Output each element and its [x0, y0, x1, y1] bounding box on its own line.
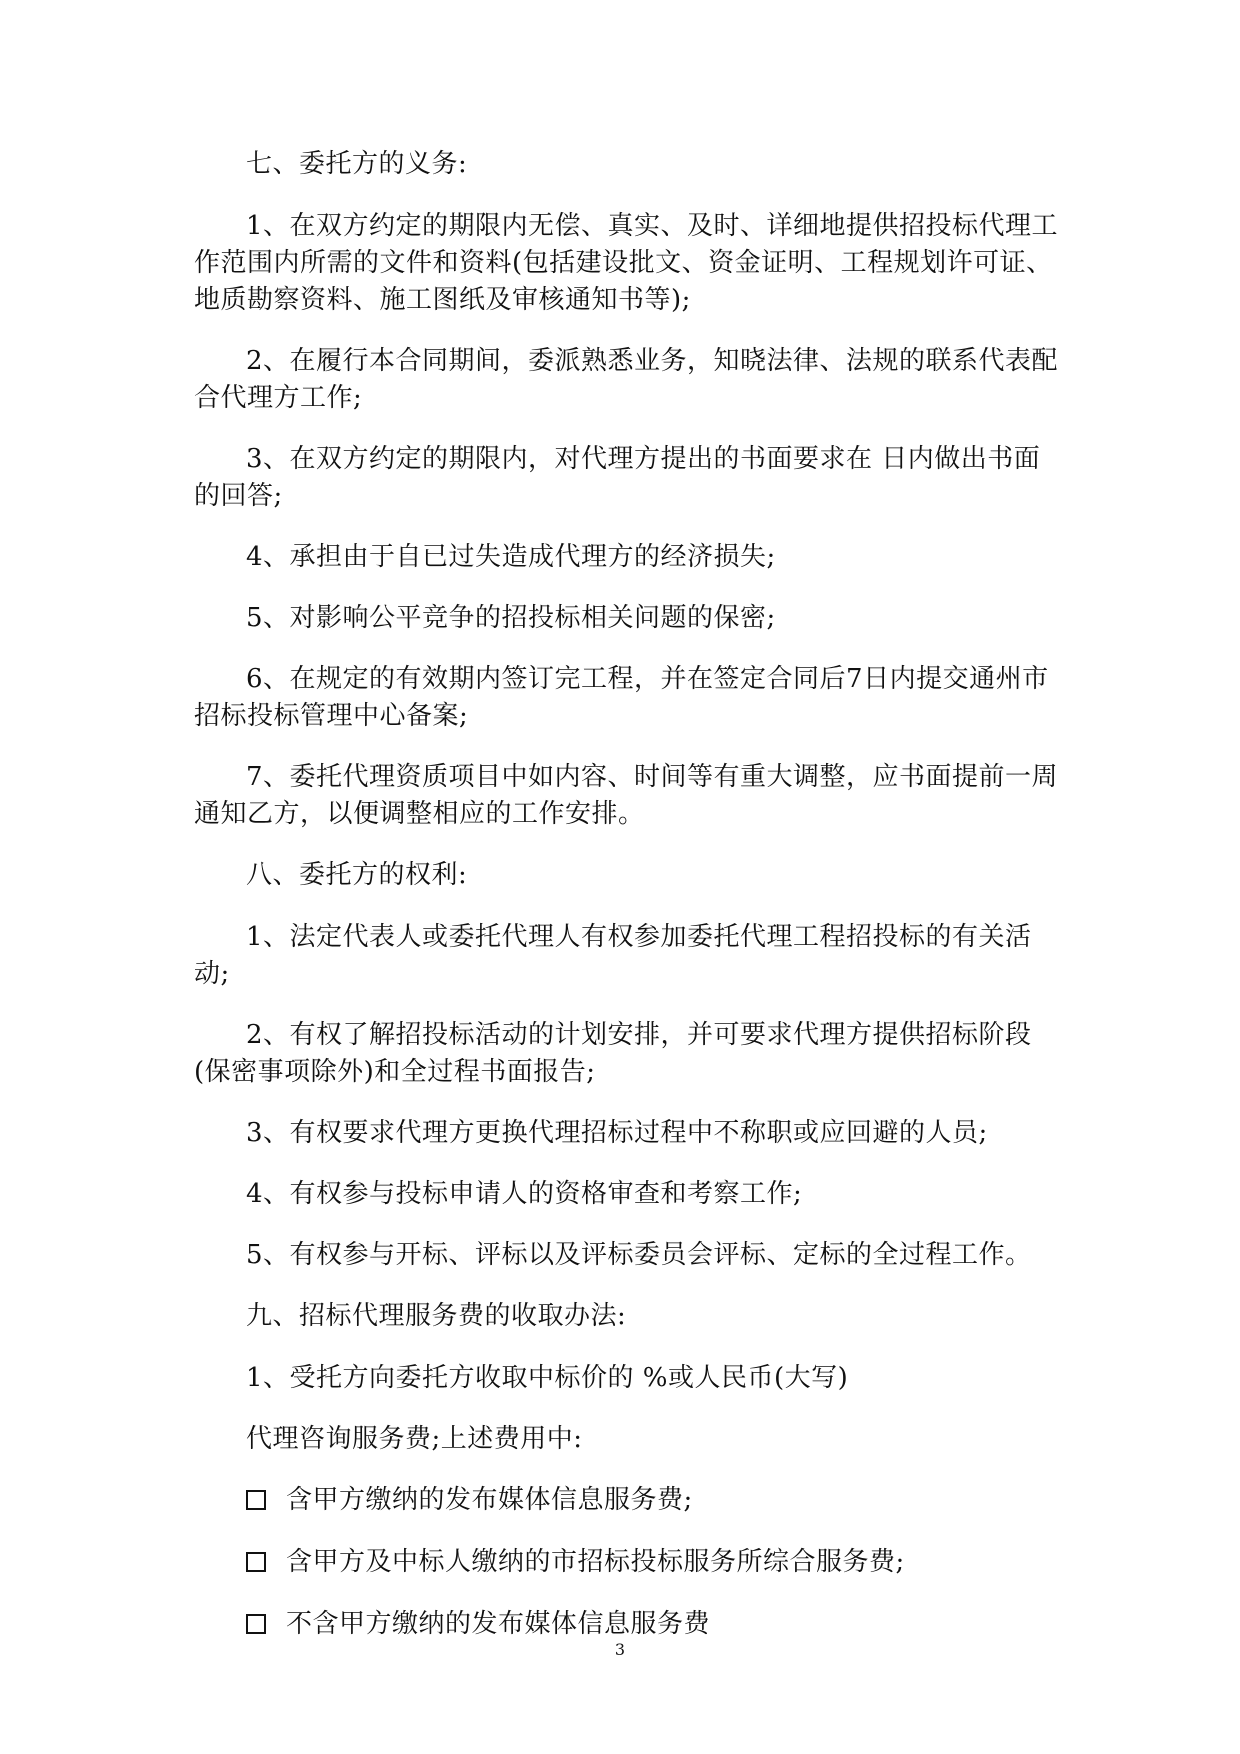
section-7-item-7: 7、委托代理资质项目中如内容、时间等有重大调整，应书面提前一周通知乙方，以便调整相应的工作安排。: [194, 762, 1059, 829]
section-8-item-1: 1、法定代表人或委托代理人有权参加委托代理工程招投标的有关活动;: [194, 922, 1032, 989]
section-8-item-2: 2、有权了解招投标活动的计划安排，并可要求代理方提供招标阶段(保密事项除外)和全过程书面报告;: [194, 1020, 1032, 1087]
checkbox-label: 不含甲方缴纳的发布媒体信息服务费: [286, 1609, 711, 1639]
section-7-item-3: 3、在双方约定的期限内，对代理方提出的书面要求在 日内做出书面的回答;: [194, 444, 1041, 511]
section-7-item-6: 6、在规定的有效期内签订完工程，并在签定合同后7日内提交通州市招标投标管理中心备案;: [194, 664, 1049, 731]
section-9-fee-note: 代理咨询服务费;上述费用中:: [246, 1424, 583, 1454]
section-7-item-1: 1、在双方约定的期限内无偿、真实、及时、详细地提供招投标代理工作范围内所需的文件和资料(包括建设批文、资金证明、工程规划许可证、地质勘察资料、施工图纸及审核通知书等);: [194, 211, 1059, 315]
checkbox-item-media-fee: [194, 1482, 1064, 1519]
section-8-heading: 八、委托方的权利:: [246, 860, 468, 890]
section-8-item-3: 3、有权要求代理方更换代理招标过程中不称职或应回避的人员;: [246, 1118, 988, 1148]
section-8-item-4: 4、有权参与投标申请人的资格审查和考察工作;: [246, 1179, 803, 1209]
checkbox-item-excluding-media-fee: [194, 1606, 1064, 1643]
document-body: [194, 146, 1064, 1668]
section-7-item-4: 4、承担由于自已过失造成代理方的经济损失;: [246, 542, 776, 572]
checkbox-label: 含甲方缴纳的发布媒体信息服务费;: [286, 1485, 693, 1515]
section-7-item-2: 2、在履行本合同期间，委派熟悉业务，知晓法律、法规的联系代表配合代理方工作;: [194, 346, 1059, 413]
checkbox-icon[interactable]: [246, 1552, 266, 1572]
section-9-item-1: 1、受托方向委托方收取中标价的 %或人民币(大写): [246, 1363, 849, 1393]
page-number: 3: [614, 1640, 626, 1659]
checkbox-item-comprehensive-fee: [194, 1544, 1064, 1581]
checkbox-icon[interactable]: [246, 1490, 266, 1510]
checkbox-label: 含甲方及中标人缴纳的市招标投标服务所综合服务费;: [286, 1547, 905, 1577]
section-7-heading: 七、委托方的义务:: [246, 149, 468, 179]
section-8-item-5: 5、有权参与开标、评标以及评标委员会评标、定标的全过程工作。: [246, 1240, 1032, 1270]
section-7-item-5: 5、对影响公平竞争的招投标相关问题的保密;: [246, 603, 776, 633]
section-9-heading: 九、招标代理服务费的收取办法:: [246, 1301, 627, 1331]
checkbox-icon[interactable]: [246, 1614, 266, 1634]
